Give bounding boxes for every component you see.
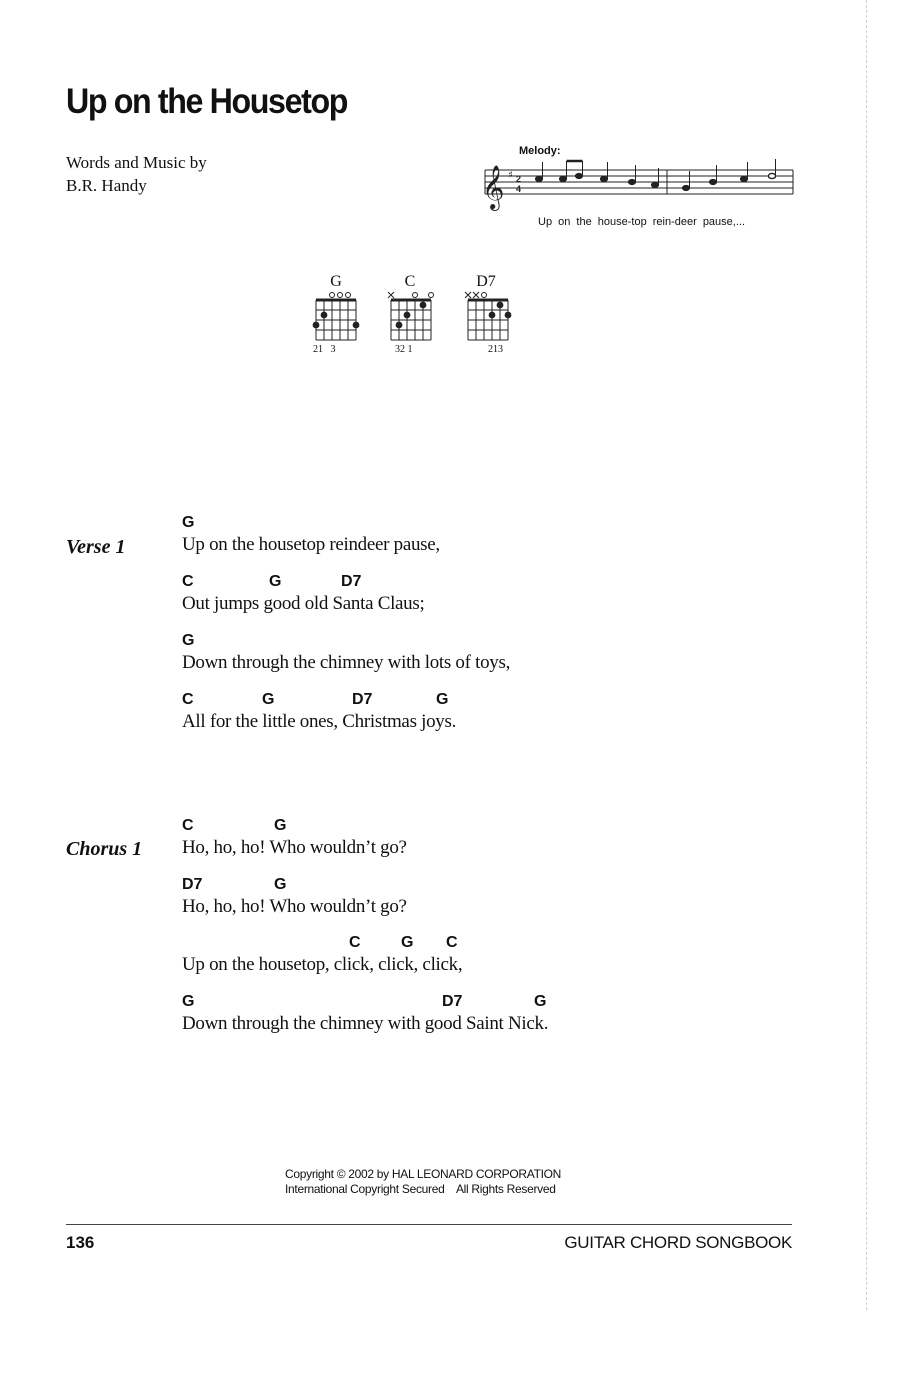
chord-diagram-g <box>310 290 360 342</box>
chord-diagram-fingering-c: 32 1 <box>395 344 413 355</box>
chord-diagram-fingering-d7: 213 <box>488 344 503 355</box>
lyric-line: Out jumps good old Santa Claus; <box>182 593 425 614</box>
chord-symbol: G <box>262 691 275 708</box>
chord-symbol: C <box>446 934 458 951</box>
chord-symbol: C <box>349 934 361 951</box>
chord-symbol: G <box>401 934 414 951</box>
svg-text:2: 2 <box>516 174 522 184</box>
chorus-line-3 <box>182 934 462 976</box>
melody-lyric: Up on the house-top rein-deer pause,... <box>538 216 746 228</box>
chorus-line-2 <box>182 876 407 918</box>
sharp-icon: ♯ <box>508 170 513 181</box>
lyric-line: Down through the chimney with lots of toys, <box>182 652 511 673</box>
chord-symbol: G <box>182 632 195 649</box>
chord-symbol: D7 <box>352 691 373 708</box>
chord-symbol: G <box>436 691 449 708</box>
section-label-verse-1: Verse 1 <box>66 536 126 558</box>
credit-line-1: Words and Music by <box>66 153 207 172</box>
copyright-notice <box>285 1167 561 1197</box>
lyric-line: Ho, ho, ho! Who wouldn’t go? <box>182 896 407 917</box>
lyric-line: Up on the housetop, click, click, click, <box>182 954 463 975</box>
lyric-line: Up on the housetop reindeer pause, <box>182 534 440 555</box>
chord-diagram-name-c: C <box>404 273 416 290</box>
footer-divider <box>66 1224 792 1225</box>
chord-symbol: C <box>182 573 194 590</box>
section-label-chorus-1: Chorus 1 <box>66 838 143 860</box>
chord-diagram-fingering-g: 21 3 <box>313 344 336 355</box>
chord-symbol: G <box>182 514 195 531</box>
page-number: 136 <box>66 1233 95 1252</box>
melody-staff <box>480 158 800 216</box>
chord-symbol: D7 <box>341 573 362 590</box>
chord-symbol: G <box>182 993 195 1010</box>
chord-symbol: G <box>274 876 287 893</box>
chord-diagram-d7 <box>462 290 512 342</box>
chord-diagram-c <box>385 290 435 342</box>
melody-label: Melody: <box>519 145 561 157</box>
chord-diagram-name-g: G <box>330 273 342 290</box>
chorus-line-1 <box>182 817 407 859</box>
chord-symbol: C <box>182 691 194 708</box>
copyright-line-1: Copyright © 2002 by HAL LEONARD CORPORATION <box>285 1167 562 1181</box>
svg-text:4: 4 <box>516 184 522 194</box>
chord-diagram-name-d7: D7 <box>476 273 496 290</box>
credit-line-2: B.R. Handy <box>66 176 147 195</box>
verse-line-4 <box>182 691 456 733</box>
chord-symbol: D7 <box>182 876 203 893</box>
treble-clef-icon: 𝄞 <box>482 165 505 209</box>
book-title: GUITAR CHORD SONGBOOK <box>564 1233 792 1252</box>
chord-symbol: D7 <box>442 993 463 1010</box>
chord-symbol: C <box>182 817 194 834</box>
chord-symbol: G <box>269 573 282 590</box>
lyric-line: Down through the chimney with good Saint Nick. <box>182 1013 549 1034</box>
chorus-line-4 <box>182 993 548 1035</box>
verse-line-1 <box>182 514 440 556</box>
page-edge <box>866 0 867 1310</box>
song-title: Up on the Housetop <box>66 82 348 121</box>
verse-line-2 <box>182 573 424 615</box>
copyright-line-2: International Copyright Secured All Rights Reserved <box>285 1182 556 1196</box>
verse-line-3 <box>182 632 510 674</box>
lyric-line: All for the little ones, Christmas joys. <box>182 711 457 732</box>
lyric-line: Ho, ho, ho! Who wouldn’t go? <box>182 837 407 858</box>
chord-symbol: G <box>534 993 547 1010</box>
chord-symbol: G <box>274 817 287 834</box>
